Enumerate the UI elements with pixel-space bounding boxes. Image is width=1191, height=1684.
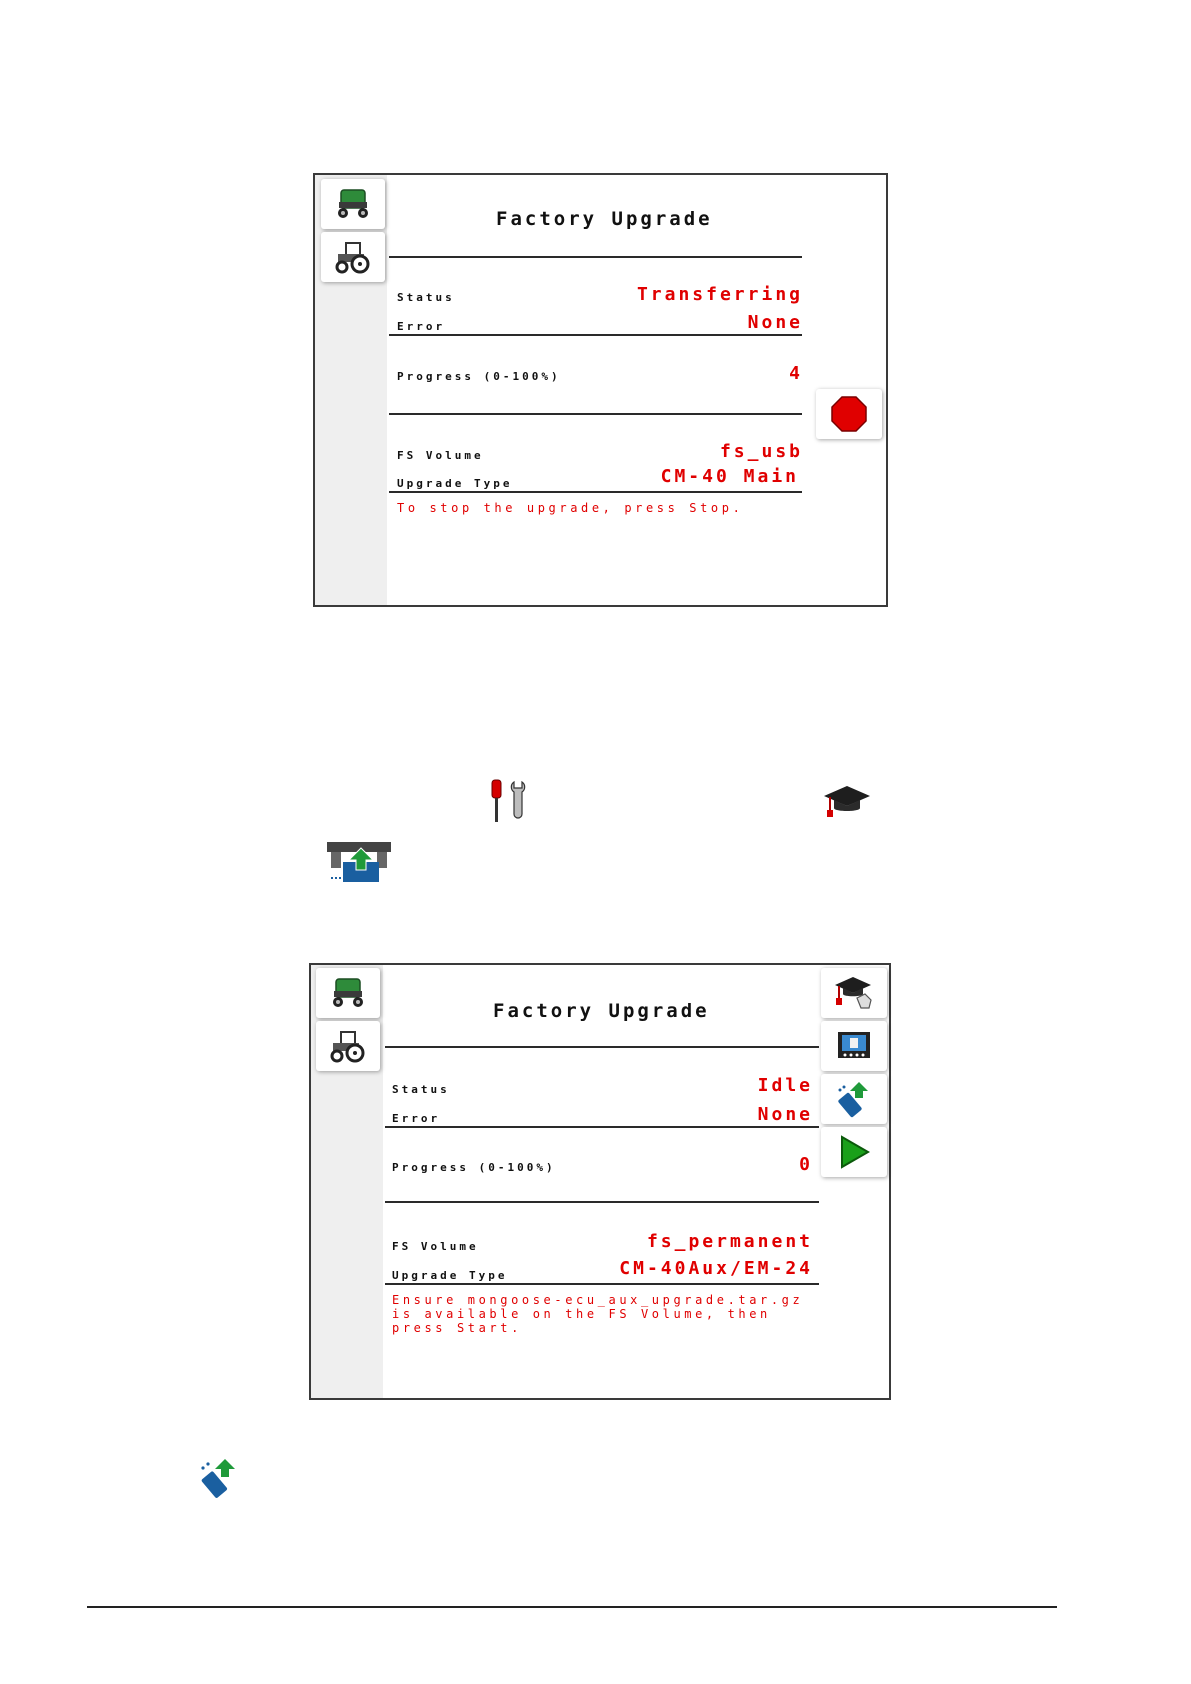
implement-icon <box>333 186 373 222</box>
factory-upgrade-screen-idle <box>309 963 891 1400</box>
tractor-button[interactable] <box>316 1021 380 1071</box>
start-button[interactable] <box>821 1127 887 1177</box>
start-icon <box>836 1134 872 1170</box>
upgrade-type-value: CM-40 Main <box>660 466 799 487</box>
status-label: Status <box>392 1083 450 1096</box>
implement-icon <box>328 975 368 1011</box>
volume-divider <box>389 491 802 493</box>
display-icon <box>835 1029 873 1063</box>
instruction-message-line-3: press Start. <box>392 1321 522 1335</box>
fs-volume-value: fs_permanent <box>646 1231 813 1252</box>
status-divider <box>385 1126 819 1128</box>
fs-volume-value: fs_usb <box>719 441 803 462</box>
tractor-icon <box>327 1028 369 1064</box>
stop-icon <box>830 395 868 433</box>
training-button[interactable] <box>821 968 887 1018</box>
error-label: Error <box>392 1112 441 1125</box>
tractor-button[interactable] <box>321 232 385 282</box>
title-divider <box>389 256 802 258</box>
status-value: Idle <box>757 1075 813 1096</box>
progress-label: Progress (0-100%) <box>392 1161 556 1174</box>
error-value: None <box>747 312 803 333</box>
instruction-message-line-1: Ensure mongoose-ecu_aux_upgrade.tar.gz <box>392 1293 804 1307</box>
tractor-icon <box>332 239 374 275</box>
page-title: Factory Upgrade <box>493 1000 710 1022</box>
implement-button[interactable] <box>321 179 385 229</box>
instruction-message-line-2: is available on the FS Volume, then <box>392 1307 771 1321</box>
usb-upgrade-icon <box>198 1457 240 1499</box>
status-value: Transferring <box>636 284 803 305</box>
progress-divider <box>389 413 802 415</box>
upgrade-type-value: CM-40Aux/EM-24 <box>619 1258 813 1279</box>
page-title: Factory Upgrade <box>496 208 713 230</box>
upgrade-icon <box>323 838 395 888</box>
progress-divider <box>385 1201 819 1203</box>
fs-volume-label: FS Volume <box>392 1240 479 1253</box>
error-value: None <box>757 1104 813 1125</box>
fs-volume-label: FS Volume <box>397 449 484 462</box>
error-label: Error <box>397 320 446 333</box>
instruction-message: To stop the upgrade, press Stop. <box>397 501 744 515</box>
title-divider <box>385 1046 819 1048</box>
tools-icon <box>488 778 532 824</box>
display-button[interactable] <box>821 1021 887 1071</box>
upgrade-type-label: Upgrade Type <box>392 1269 508 1282</box>
usb-upgrade-button[interactable] <box>821 1074 887 1124</box>
volume-divider <box>385 1283 819 1285</box>
graduation-cap-icon <box>822 784 872 820</box>
progress-label: Progress (0-100%) <box>397 370 561 383</box>
progress-value: 4 <box>789 363 803 384</box>
training-icon <box>833 974 875 1012</box>
implement-button[interactable] <box>316 968 380 1018</box>
progress-value: 0 <box>799 1154 813 1175</box>
status-label: Status <box>397 291 455 304</box>
upgrade-type-label: Upgrade Type <box>397 477 513 490</box>
footer-divider <box>87 1606 1057 1608</box>
factory-upgrade-screen-transferring <box>313 173 888 607</box>
usb-upgrade-icon <box>835 1080 873 1118</box>
stop-button[interactable] <box>816 389 882 439</box>
status-divider <box>389 334 802 336</box>
